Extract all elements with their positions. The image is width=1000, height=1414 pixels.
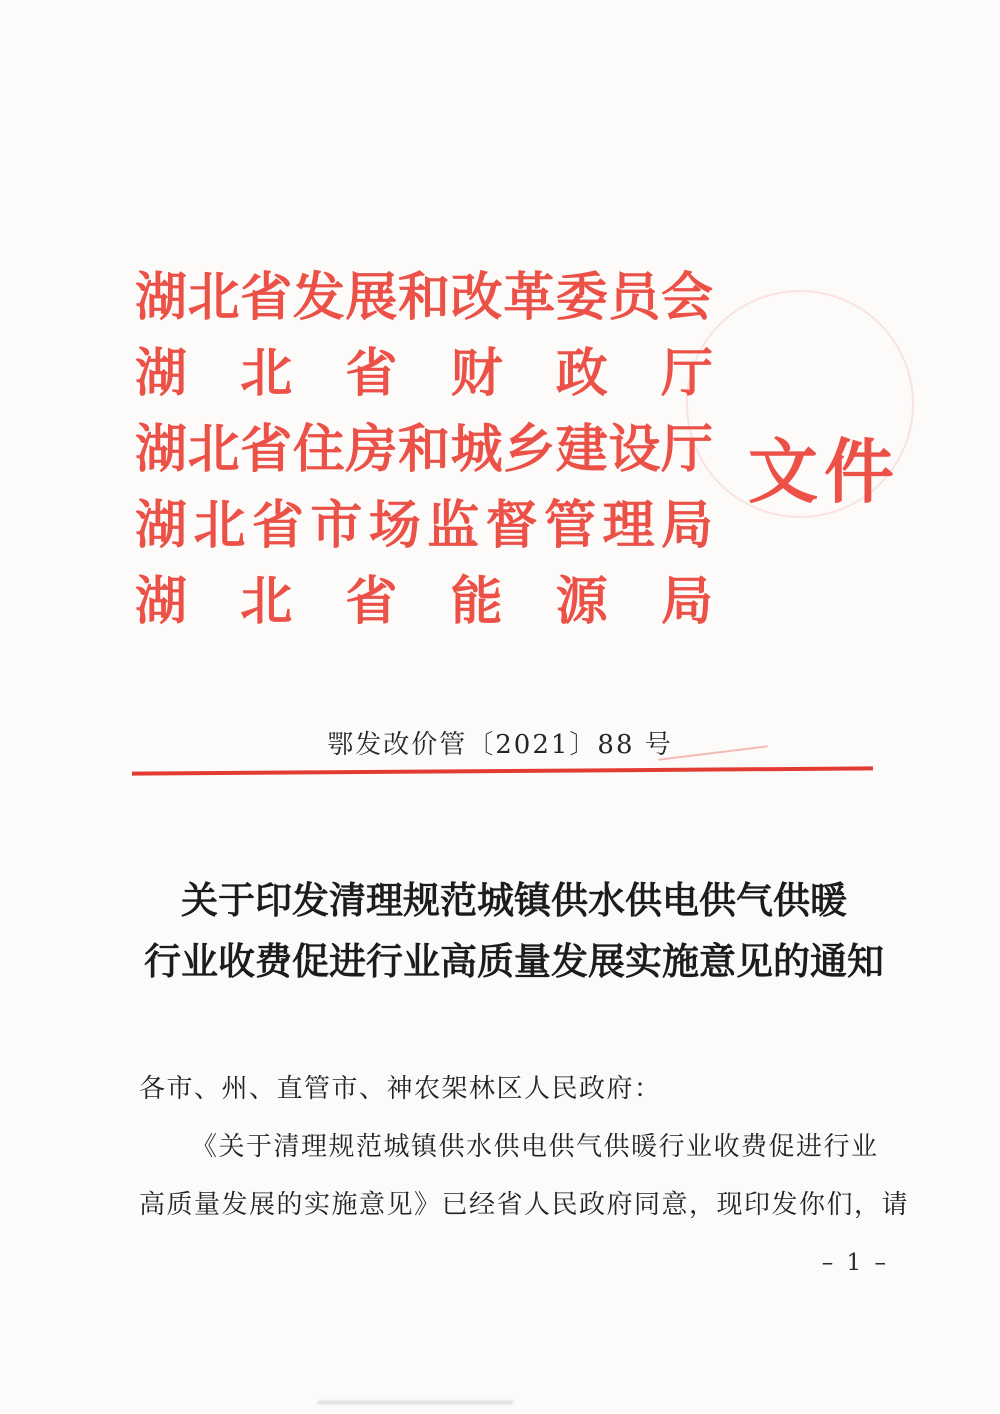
title-line-2: 行业收费促进行业高质量发展实施意见的通知: [144, 939, 884, 983]
letterhead-agency-block: [135, 260, 713, 640]
paragraph-line-2: 高质量发展的实施意见》已经省人民政府同意，现印发你们，请: [139, 1190, 910, 1220]
salutation-line: 各市、州、直管市、神农架林区人民政府：: [139, 1074, 662, 1104]
title-line-1: 关于印发清理规范城镇供水供电供气供暖: [181, 878, 847, 922]
document-number: 鄂发改价管〔2021〕88 号: [327, 730, 673, 760]
doc-type-label: 文件: [748, 430, 900, 513]
document-title: [139, 870, 889, 992]
scan-smudge-artifact: [318, 1401, 513, 1404]
red-divider-line: [132, 766, 873, 775]
agency-name-line-3: 湖北省住房和城乡建设厅: [135, 419, 713, 480]
page-number: – 1 –: [821, 1250, 889, 1276]
agency-name-line-4: 湖北省市场监督管理局: [135, 495, 713, 556]
agency-name-line-2: 湖北省财政厅: [135, 343, 713, 404]
agency-name-line-1: 湖北省发展和改革委员会: [135, 267, 713, 328]
agency-name-line-5: 湖北省能源局: [135, 571, 713, 632]
paragraph-line-1: 《关于清理规范城镇供水供电供气供暖行业收费促进行业: [191, 1132, 879, 1162]
